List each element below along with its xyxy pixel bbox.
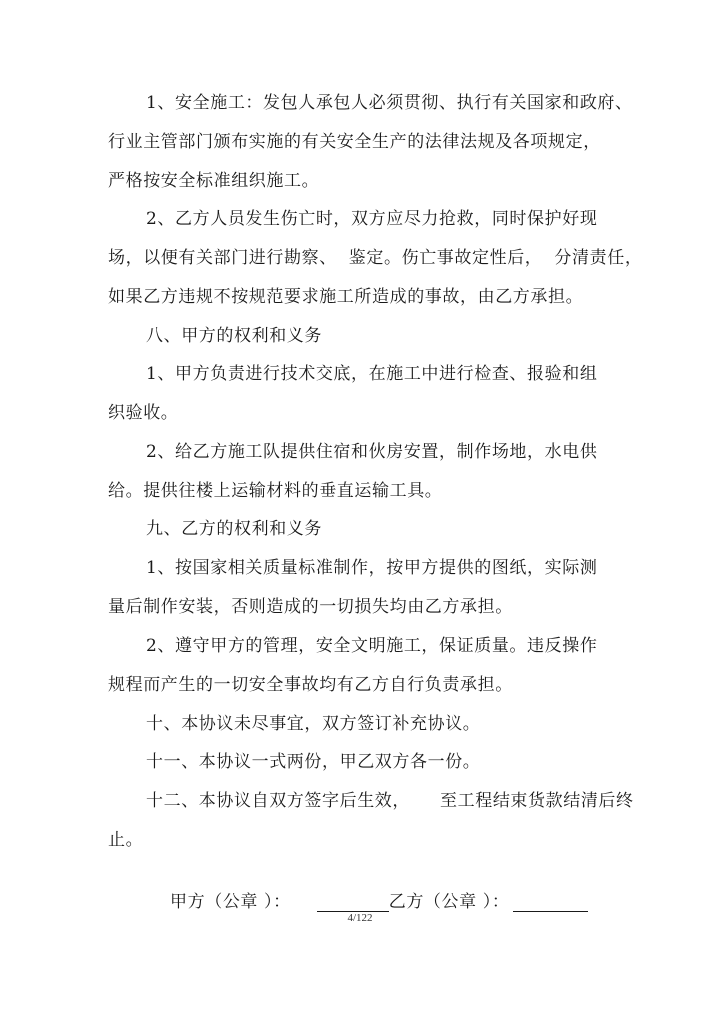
paragraph-line: 织验收。 — [108, 403, 179, 423]
section-heading: 八、甲方的权利和义务 — [146, 326, 322, 346]
paragraph-line: 十二、本协议自双方签字后生效， 至工程结束货款结清后终 — [146, 791, 634, 811]
party-b-seal-blank — [513, 893, 588, 912]
paragraph-line: 2、乙方人员发生伤亡时，双方应尽力抢救，同时保护好现 — [146, 209, 598, 229]
paragraph-line: 规程而产生的一切安全事故均有乙方自行负责承担。 — [108, 675, 513, 695]
page-number: 4/122 — [347, 912, 373, 924]
paragraph-line: 1、甲方负责进行技术交底，在施工中进行检查、报验和组 — [146, 364, 598, 384]
party-a-label: 甲方（公章 ）： — [170, 892, 291, 912]
paragraph-line: 给。提供往楼上运输材料的垂直运输工具。 — [108, 481, 443, 501]
paragraph-line: 严格按安全标准组织施工。 — [108, 171, 320, 191]
paragraph-line: 1、安全施工：发包人承包人必须贯彻、执行有关国家和政府、 — [146, 93, 633, 113]
paragraph-line: 十、本协议未尽事宜，双方签订补充协议。 — [146, 714, 481, 734]
paragraph-line: 十一、本协议一式两份，甲乙双方各一份。 — [146, 752, 481, 772]
section-heading: 九、乙方的权利和义务 — [146, 519, 322, 539]
party-a-seal-blank — [317, 893, 389, 912]
party-b-label: 乙方（公章 ）： — [388, 892, 510, 912]
paragraph-line: 如果乙方违规不按规范要求施工所造成的事故，由乙方承担。 — [108, 287, 584, 307]
paragraph-line: 2、给乙方施工队提供住宿和伙房安置，制作场地，水电供 — [146, 442, 598, 462]
paragraph-line: 止。 — [108, 830, 144, 850]
paragraph-line: 量后制作安装，否则造成的一切损失均由乙方承担。 — [108, 597, 513, 617]
paragraph-line: 2、遵守甲方的管理，安全文明施工，保证质量。违反操作 — [146, 636, 598, 656]
paragraph-line: 1、按国家相关质量标准制作，按甲方提供的图纸，实际测 — [146, 558, 598, 578]
paragraph-line: 行业主管部门颁布实施的有关安全生产的法律法规及各项规定， — [108, 132, 601, 152]
paragraph-line: 场，以便有关部门进行勘察、 鉴定。伤亡事故定性后， 分清责任， — [108, 248, 643, 268]
